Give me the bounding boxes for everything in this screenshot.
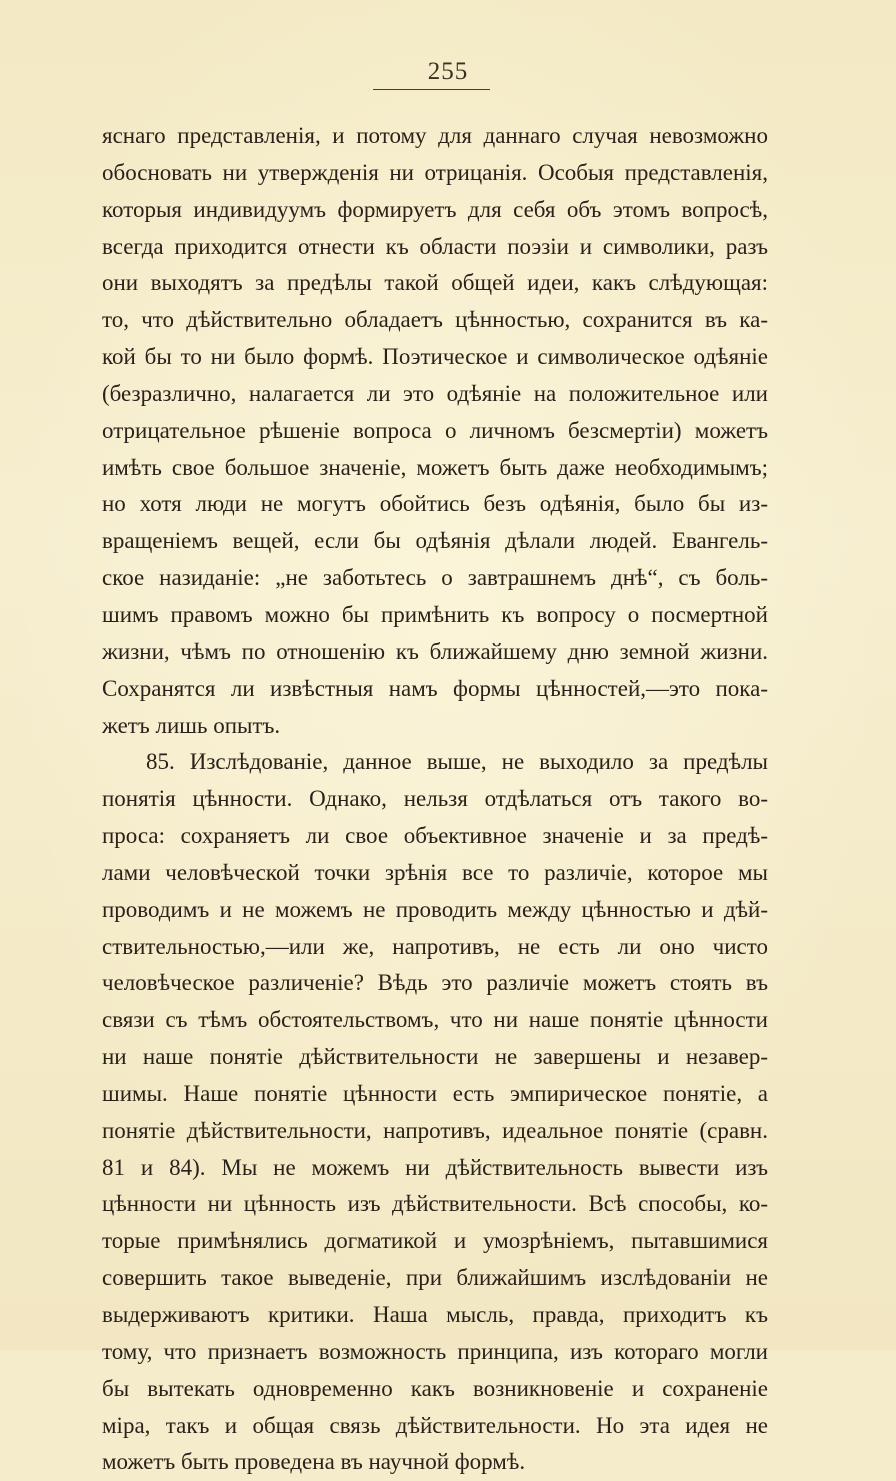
- text-line: яснаго представленія, и потому для даннаго случая невозможно: [102, 123, 768, 148]
- text-line: торые примѣнялись догматикой и умозрѣніемъ, пытавшимися: [102, 1228, 768, 1254]
- text-line: тому, что признаетъ возможность принципа, изъ котораго могли: [102, 1338, 768, 1364]
- paragraph-end-line: жетъ лишь опытъ.: [102, 712, 281, 738]
- text-line: ни наше понятіе дѣйствительности не завершены и незавер-: [102, 1044, 768, 1070]
- text-line: человѣческое различеніе? Вѣдь это различіе можетъ стоять въ: [102, 970, 768, 996]
- text-line: которыя индивидуумъ формируетъ для себя объ этомъ вопросѣ,: [102, 196, 768, 222]
- body-text: [102, 118, 768, 1481]
- text-line: но хотя люди не могутъ обойтись безъ одѣянія, было бы из-: [102, 491, 768, 517]
- text-line: (безразлично, налагается ли это одѣяніе на положительное или: [102, 380, 768, 406]
- text-line: ствительностью,—или же, напротивъ, не есть ли оно чисто: [102, 933, 768, 959]
- text-line: совершить такое выведеніе, при ближайшимъ изслѣдованіи не: [102, 1265, 768, 1291]
- text-line: выдерживаютъ критики. Наша мысль, правда, приходитъ къ: [102, 1302, 768, 1327]
- text-line: міра, такъ и общая связь дѣйствительности. Но эта идея не: [102, 1412, 768, 1438]
- text-line: они выходятъ за предѣлы такой общей идеи, какъ слѣдующая:: [102, 270, 768, 296]
- text-line: шимъ правомъ можно бы примѣнить къ вопросу о посмертной: [102, 601, 768, 627]
- text-line: то, что дѣйствительно обладаетъ цѣнностью, сохранится въ ка-: [102, 307, 768, 333]
- text-line: бы вытекать одновременно какъ возникновеніе и сохраненіе: [102, 1375, 768, 1401]
- text-line: кой бы то ни было формѣ. Поэтическое и символическое одѣяніе: [102, 344, 768, 370]
- text-line: лами человѣческой точки зрѣнія все то различіе, которое мы: [102, 859, 768, 885]
- text-line: обосновать ни утвержденія ни отрицанія. Особыя представленія,: [102, 159, 768, 185]
- text-line: отрицательное рѣшеніе вопроса о личномъ безсмертіи) можетъ: [102, 417, 768, 443]
- text-line: цѣнности ни цѣнность изъ дѣйствительности. Всѣ способы, ко-: [102, 1191, 768, 1217]
- text-line: понятія цѣнности. Однако, нельзя отдѣлаться отъ такого во-: [102, 786, 768, 812]
- text-line: Сохранятся ли извѣстныя намъ формы цѣнностей,—это пока-: [102, 675, 768, 701]
- text-line: вращеніемъ вещей, если бы одѣянія дѣлали людей. Евангель-: [102, 528, 768, 554]
- paragraph-85-first-line: 85. Изслѣдованіе, данное выше, не выходило за предѣлы: [146, 749, 768, 775]
- text-line: всегда приходится отнести къ области поэзіи и символики, разъ: [102, 233, 768, 259]
- text-line: проса: сохраняетъ ли свое объективное значеніе и за предѣ-: [102, 823, 768, 849]
- text-line: жизни, чѣмъ по отношенію къ ближайшему дню земной жизни.: [102, 638, 768, 664]
- text-line: шимы. Наше понятіе цѣнности есть эмпирическое понятіе, а: [102, 1080, 768, 1106]
- text-line: 81 и 84). Мы не можемъ ни дѣйствительность вывести изъ: [102, 1154, 768, 1180]
- header-rule: [373, 89, 490, 90]
- text-line: связи съ тѣмъ обстоятельствомъ, что ни наше понятіе цѣнности: [102, 1007, 768, 1033]
- text-line: имѣть свое большое значеніе, можетъ быть даже необходимымъ;: [102, 454, 768, 480]
- page-number: 255: [427, 58, 469, 85]
- text-line: ское назиданіе: „не заботьтесь о завтрашнемъ днѣ“, съ боль-: [102, 565, 768, 591]
- paragraph-end-line: можетъ быть проведена въ научной формѣ.: [102, 1449, 526, 1475]
- text-line: понятіе дѣйствительности, напротивъ, идеальное понятіе (сравн.: [102, 1117, 768, 1143]
- text-line: проводимъ и не можемъ не проводить между цѣнностью и дѣй-: [102, 896, 768, 922]
